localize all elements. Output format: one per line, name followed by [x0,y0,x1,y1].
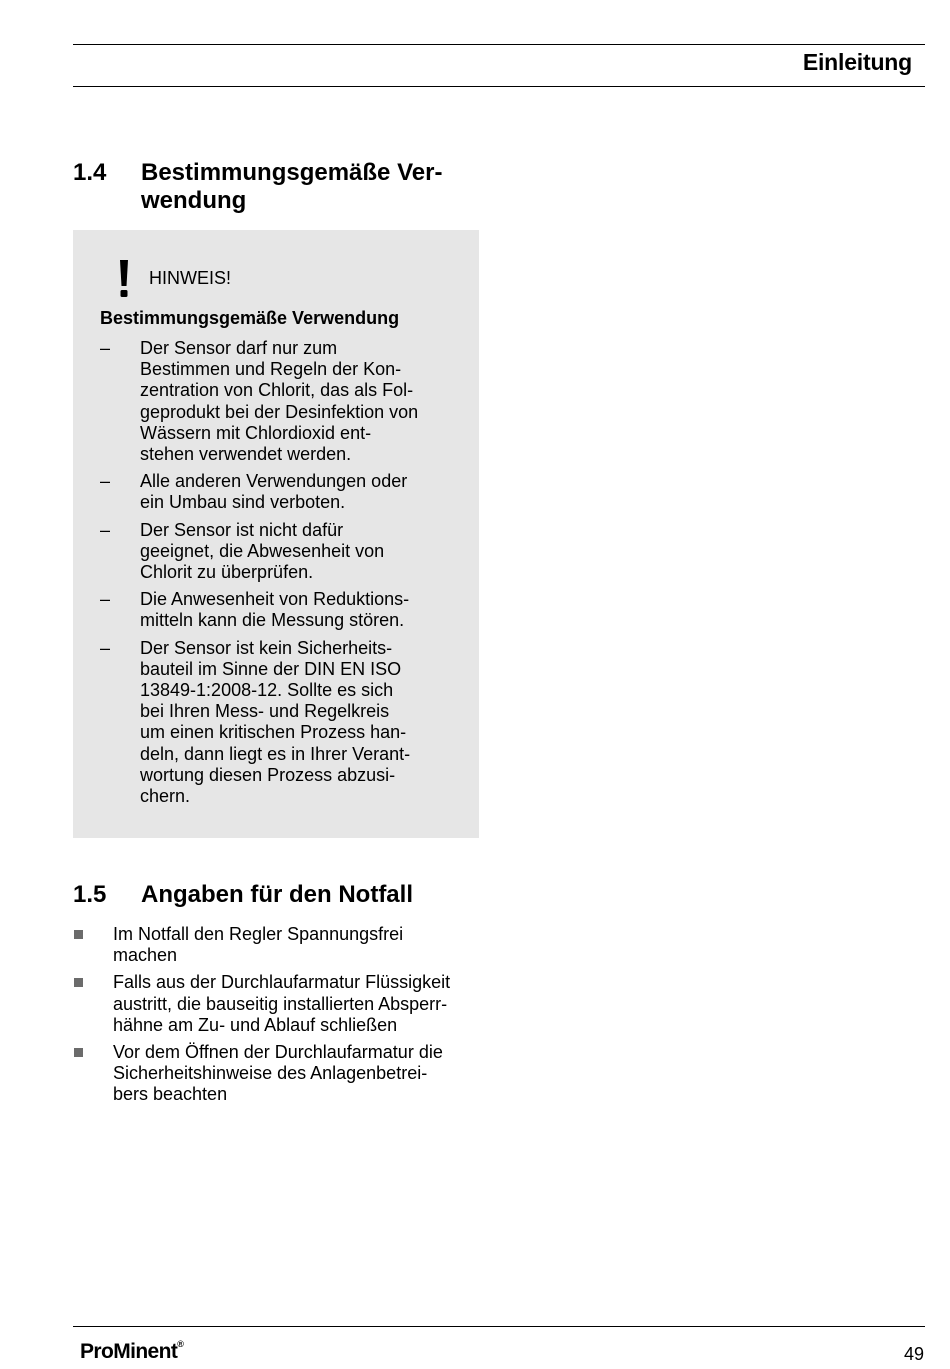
section-number: 1.5 [73,881,107,908]
list-item [100,589,460,631]
header-title: Einleitung [802,49,912,75]
exclamation-icon [117,260,131,300]
dash-marker: – [100,471,111,492]
list-item-text: Der Sensor ist kein Sicherheits- bauteil im Sinne der DIN EN ISO 13849-1:2008-12. Sollte es sich bei Ihren Mess- und Regelkreis um einen kritischen Prozess han- deln, dann liegt es in Ihrer Verant- wortung diesen Prozess abzusi- chern. [140,637,411,807]
list-item-text: Der Sensor darf nur zum Bestimmen und Regeln der Kon- zentration von Chlorit, das als Fol- geprodukt bei der Desinfektion von Wässern mit Chlordioxid ent- stehen verwendet werden. [140,338,419,465]
dash-marker: – [100,519,111,540]
section-heading-1-4 [73,159,493,219]
list-item [73,924,493,966]
dash-marker: – [100,637,111,658]
square-bullet-icon [74,978,83,987]
dash-marker: – [100,589,111,610]
emergency-list [73,924,493,1112]
list-item-text: Falls aus der Durchlaufarmatur Flüssigkeit austritt, die bauseitig installierten Absperr- hähne am Zu- und Ablauf schließen [113,972,451,1035]
header-bottom-rule [73,86,925,87]
registered-mark: ® [177,1339,184,1349]
section-number: 1.4 [73,159,107,186]
list-item [73,972,493,1036]
notice-list [100,338,460,813]
footer-rule [73,1326,925,1327]
notice-label: HINWEIS! [149,268,232,288]
square-bullet-icon [74,930,83,939]
page-number: 49 [903,1344,924,1364]
list-item-text: Vor dem Öffnen der Durchlaufarmatur die Sicherheitshinweise des Anlagenbetrei- bers beachten [113,1042,443,1105]
notice-box [73,230,479,838]
list-item [100,520,460,584]
list-item-text: Die Anwesenheit von Reduktions- mitteln kann die Messung stören. [140,589,410,631]
notice-subtitle: Bestimmungsgemäße Verwendung [100,308,400,328]
dash-marker: – [100,338,111,358]
list-item [100,471,460,513]
list-item [100,638,460,808]
list-item [100,338,460,465]
list-item [73,1042,493,1106]
logo-text: ProMinent [80,1340,178,1363]
section-title: Bestimmungsgemäße Ver- wendung [141,159,443,214]
section-title: Angaben für den Notfall [141,881,413,908]
list-item-text: Der Sensor ist nicht dafür geeignet, die Abwesenheit von Chlorit zu überprüfen. [140,519,385,583]
list-item-text: Alle anderen Verwendungen oder ein Umbau sind verboten. [140,471,408,513]
section-heading-1-5 [73,881,493,911]
list-item-text: Im Notfall den Regler Spannungsfrei machen [113,924,404,966]
square-bullet-icon [74,1048,83,1057]
header-top-rule [73,44,925,45]
prominent-logo [80,1340,183,1364]
